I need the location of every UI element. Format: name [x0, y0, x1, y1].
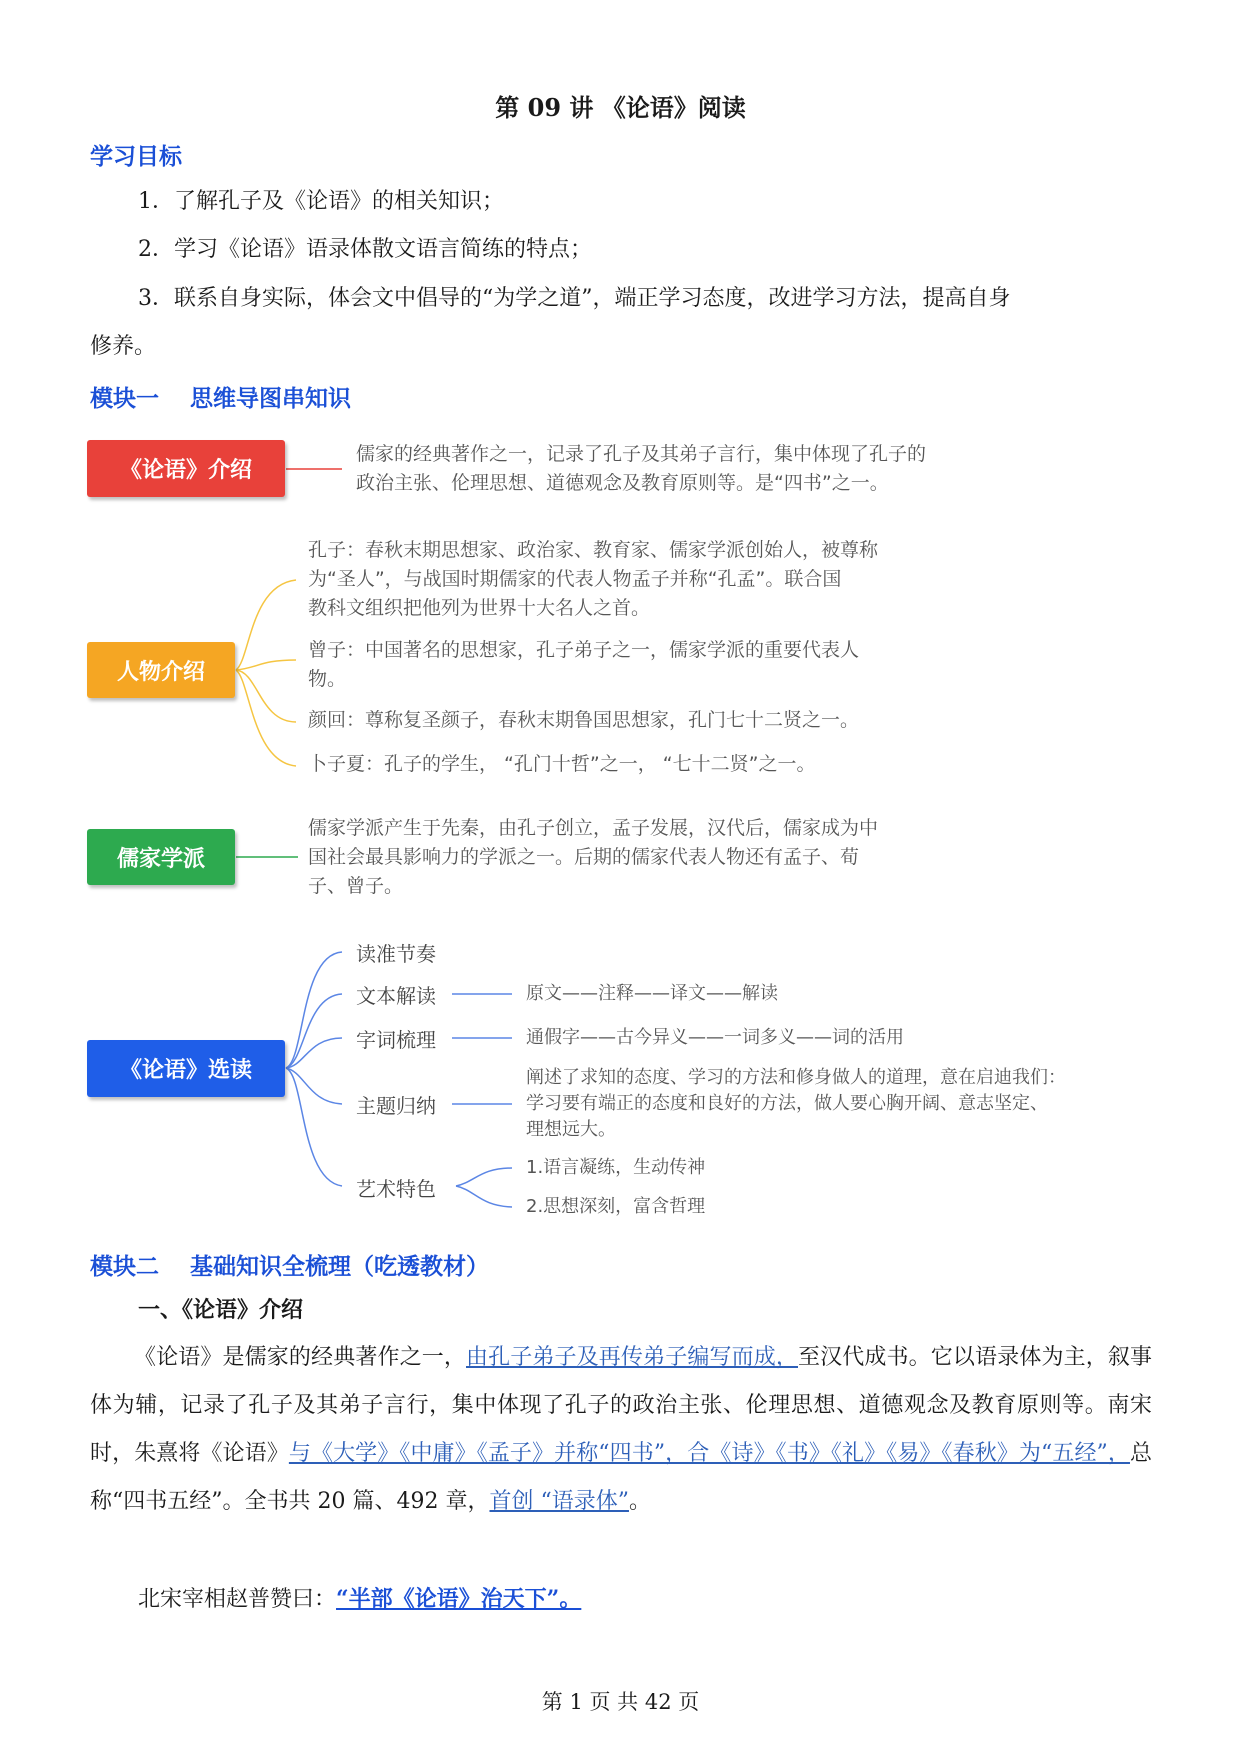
- mindmap-leaf-vocabulary: 通假字——古今异义——一词多义——词的活用: [526, 1027, 904, 1048]
- intro-text: 至汉代成书。它以语录体为主，叙事体为辅，记录了孔子及其弟子言行，集中体现了孔子的政治主张、伦理思想、道德观念及教育原则等。南宋时，朱熹将《论语》: [90, 1345, 1152, 1466]
- mindmap-leaf-theme-line: 学习要有端正的态度和良好的方法，做人要心胸开阔、意志坚定、: [526, 1093, 1048, 1114]
- zhaopu-quote: “半部《论语》治天下”。: [336, 1586, 582, 1612]
- mindmap-node-intro: [87, 440, 285, 497]
- goal-item-3: 3．联系自身实际，体会文中倡导的“为学之道”，端正学习态度，改进学习方法，提高自身: [138, 286, 1011, 311]
- intro-text: 《论语》是儒家的经典著作之一，: [134, 1345, 466, 1370]
- mindmap-node-reading: [87, 1040, 285, 1097]
- module2-subheading: 一、《论语》介绍: [138, 1297, 304, 1323]
- mindmap-leaf-theme: [526, 1065, 1066, 1143]
- mindmap-branch-theme: 主题归纳: [356, 1094, 436, 1118]
- mindmap-leaf-theme-line: 阐述了求知的态度、学习的方法和修身做人的道理，意在启迪我们：: [526, 1067, 1066, 1088]
- goal-item-1: 1．了解孔子及《论语》的相关知识；: [138, 189, 504, 214]
- mindmap-school-text: [308, 814, 878, 901]
- mindmap-kongzi-line: 孔子：春秋末期思想家、政治家、教育家、儒家学派创始人，被尊称: [308, 539, 879, 561]
- mindmap-leaf-art-2: 2.思想深刻，富含哲理: [526, 1196, 706, 1217]
- mindmap-branch-art: 艺术特色: [356, 1177, 436, 1201]
- mindmap-node-intro-label: 《论语》介绍: [119, 458, 252, 483]
- intro-underline: 首创 “语录体”: [489, 1489, 629, 1514]
- mindmap-zengzi-line: 曾子：中国著名的思想家，孔子弟子之一，儒家学派的重要代表人: [308, 639, 860, 661]
- zhaopu-paragraph: [138, 1575, 581, 1624]
- mindmap-node-school-label: 儒家学派: [116, 846, 205, 872]
- zhaopu-text: 北宋宰相赵普赞曰：: [138, 1587, 337, 1612]
- page-title: 第 09 讲 《论语》阅读: [495, 93, 746, 122]
- mindmap-intro-text: [356, 440, 926, 498]
- mindmap-node-school: [87, 829, 235, 885]
- mindmap-kongzi-line: 为“圣人”，与战国时期儒家的代表人物孟子并称“孔孟”。联合国: [308, 568, 842, 590]
- intro-underline: 与《大学》《中庸》《孟子》并称“四书”，合《诗》《书》《礼》《易》《春秋》为“五经”，: [288, 1441, 1130, 1466]
- mindmap-kongzi-text: [308, 536, 878, 623]
- mindmap-node-reading-label: 《论语》选读: [119, 1058, 252, 1083]
- module1-heading: 模块一 思维导图串知识: [90, 386, 352, 412]
- mindmap-yanhui-text: 颜回：尊称复圣颜子，春秋末期鲁国思想家，孔门七十二贤之一。: [308, 709, 860, 731]
- intro-paragraph: [90, 1334, 1152, 1526]
- mindmap-school-line: 儒家学派产生于先秦，由孔子创立，孟子发展，汉代后，儒家成为中: [308, 817, 879, 839]
- mindmap-leaf-theme-line: 理想远大。: [526, 1119, 616, 1140]
- mindmap-branch-rhythm: 读准节奏: [356, 942, 436, 966]
- module2-heading: 模块二 基础知识全梳理（吃透教材）: [90, 1254, 490, 1280]
- mindmap-leaf-text-analysis: 原文——注释——译文——解读: [526, 983, 778, 1004]
- mindmap-branch-vocabulary: 字词梳理: [356, 1028, 436, 1052]
- goal-item-3-cont: 修养。: [90, 334, 157, 359]
- mindmap-intro-line: 政治主张、伦理思想、道德观念及教育原则等。是“四书”之一。: [356, 472, 889, 494]
- mindmap-intro-line: 儒家的经典著作之一，记录了孔子及其弟子言行，集中体现了孔子的: [356, 443, 927, 465]
- intro-underline: 由孔子弟子及再传弟子编写而成，: [466, 1345, 798, 1370]
- mindmap-school-line: 国社会最具影响力的学派之一。后期的儒家代表人物还有孟子、荀: [308, 846, 860, 868]
- mindmap-kongzi-line: 教科文组织把他列为世界十大名人之首。: [308, 597, 651, 619]
- goals-heading: 学习目标: [90, 144, 182, 170]
- intro-text: 总称“四书五经”。全书共 20 篇、492 章，: [90, 1441, 1152, 1514]
- mindmap-school-line: 子、曾子。: [308, 875, 404, 897]
- mindmap-branch-text-analysis: 文本解读: [356, 984, 436, 1008]
- intro-text: 。: [628, 1489, 651, 1514]
- mindmap-buzixia-text: 卜子夏：孔子的学生， “孔门十哲”之一， “七十二贤”之一。: [308, 753, 816, 775]
- mindmap-zengzi-text: [308, 636, 859, 694]
- page-footer: 第 1 页 共 42 页: [541, 1690, 700, 1714]
- mindmap-zengzi-line: 物。: [308, 668, 347, 690]
- mindmap-node-people: [87, 642, 235, 698]
- goal-item-2: 2．学习《论语》语录体散文语言简练的特点；: [138, 237, 592, 262]
- mindmap-leaf-art-1: 1.语言凝练，生动传神: [526, 1157, 706, 1178]
- mindmap-node-people-label: 人物介绍: [116, 659, 205, 685]
